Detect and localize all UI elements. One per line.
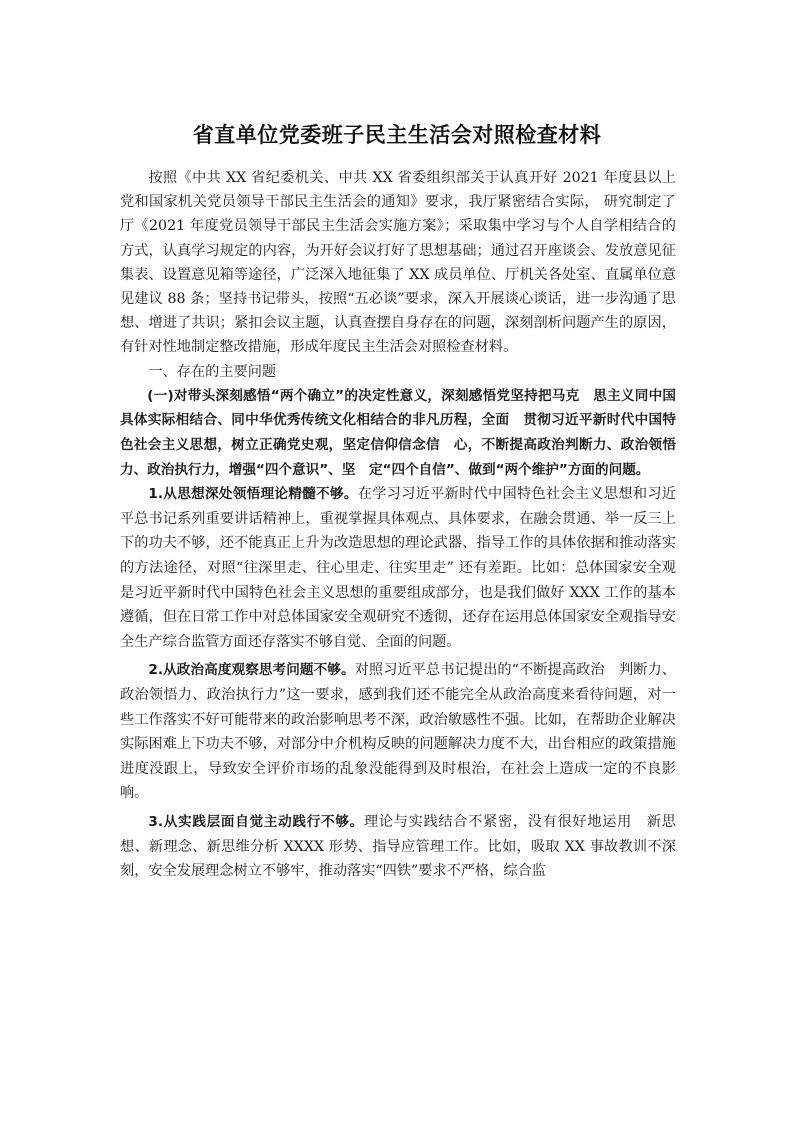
item-paragraph-3 — [120, 810, 676, 884]
subsection-heading: (一)对带头深刻感悟“两个确立”的决定性意义，深刻感悟党坚持把马克 思主义同中国具体实际相结合、同中华优秀传统文化相结合的非凡历程，全面 贯彻习近平新时代中国特色社会主义思想，树立正确党史观，坚定信仰信念信 心，不断提高政治判断力、政治领悟力、政治执行力，增强“四个意识”、坚 定“四个自信”、做到“两个维护”方面的问题。 — [120, 387, 676, 478]
item-paragraph-2 — [120, 658, 676, 806]
item-3-lead: 3.从实践层面自觉主动践行不够。 — [148, 813, 364, 830]
item-2-body: 对照习近平总书记提出的“不断提高政治 判断力、政治领悟力、政治执行力”这一要求，感到我们还不能完全从政治高度来看待问题，对一些工作落实不好可能带来的政治影响思考不深，政治敏感性不强。比如，在帮助企业解决实际困难上下功夫不够，对部分中介机构反映的问题解决力度不大，出台相应的政策措施进度没跟上，导致安全评价市场的乱象没能得到及时根治，在社会上造成一定的不良影响。 — [120, 662, 676, 802]
item-3-body: 理论与实践结合不紧密，没有很好地运用 新思想、新理念、新思维分析 XXXX 形势、指导应管理工作。比如，吸取 XX 事故教训不深刻，安全发展理念树立不够牢，推动落实“四铁”要求不严格，综合监 — [120, 813, 676, 880]
document-body — [120, 166, 676, 884]
intro-paragraph: 按照《中共 XX 省纪委机关、中共 XX 省委组织部关于认真开好 2021 年度县以上党和国家机关党员领导干部民主生活会的通知》要求，我厅紧密结合实际， 研究制定了厅《2021 年度党员领导干部民主生活会实施方案》；采取集中学习与个人自学相结合的方式，认真学习规定的内容，为开好会议打好了思想基础；通过召开座谈会、发放意见征集表、设置意见箱等途径，广泛深入地征集了 XX 成员单位、厅机关各处室、直属单位意见建议 88 条；坚持书记带头，按照“五必谈”要求，深入开展谈心谈话，进一步沟通了思想、增进了共识；紧扣会议主题，认真查摆自身存在的问题，深刻剖析问题产生的原因，有针对性地制定整改措施，形成年度民主生活会对照检查材料。 — [120, 170, 676, 356]
item-1-body: 在学习习近平新时代中国特色社会主义思想和习近平总书记系列重要讲话精神上，重视掌握具体观点、具体要求，在融会贯通、举一反三上下的功夫不够，还不能真正上升为改造思想的理论武器、指导工作的具体依据和推动落实的方法途径，对照“往深里走、往心里走、往实里走” 还有差距。比如：总体国家安全观是习近平新时代中国特色社会主义思想的重要组成部分，也是我们做好 XXX 工作的基本遵循，但在日常工作中对总体国家安全观研究不透彻，还存在运用总体国家安全观指导安全生产综合监管方面还存落实不够自觉、全面的问题。 — [120, 486, 676, 650]
section-heading: 一、存在的主要问题 — [148, 363, 277, 380]
item-2-lead: 2.从政治高度观察思考问题不够。 — [148, 662, 355, 679]
item-paragraph-1 — [120, 482, 676, 654]
item-1-lead: 1.从思想深处领悟理论精髓不够。 — [148, 486, 358, 503]
document-title: 省直单位党委班子民主生活会对照检查材料 — [192, 123, 602, 147]
